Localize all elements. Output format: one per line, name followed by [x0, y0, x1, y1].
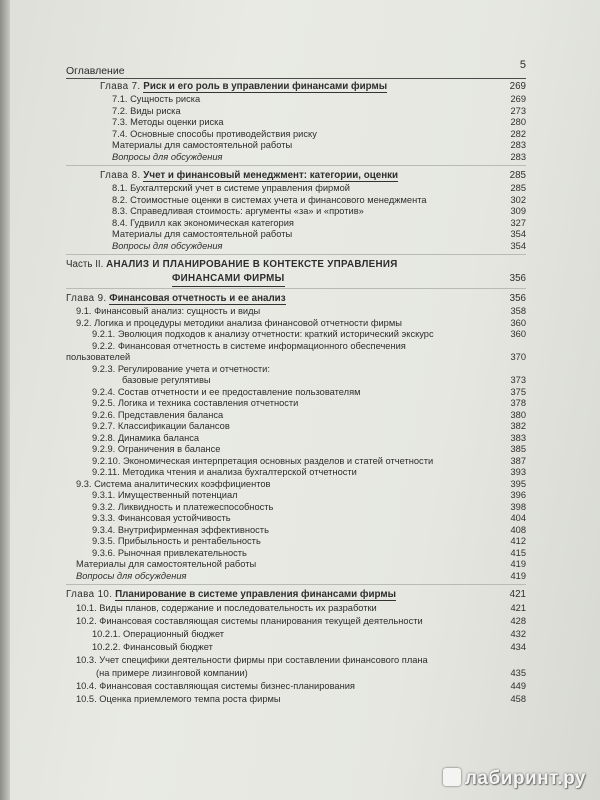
toc-entry-page: 373	[510, 375, 526, 385]
toc-entry-page: 354	[510, 240, 526, 251]
toc-entry	[66, 410, 526, 422]
header-page-number: 5	[519, 59, 526, 71]
toc-entry-page: 419	[510, 559, 526, 569]
toc-entry-text: Материалы для самостоятельной работы	[112, 140, 293, 150]
toc-entry-page: 449	[510, 681, 526, 691]
toc-entry-text: 9.2.3. Регулирование учета и отчетности:	[92, 363, 270, 374]
toc-entry-page: 385	[510, 444, 526, 454]
chapter-10-title: Планирование в системе управления финансами фирмы	[115, 589, 396, 600]
book-spine-shadow	[0, 0, 10, 800]
toc-entry-page: 378	[510, 398, 526, 408]
toc-entry-text: базовые регулятивы	[122, 375, 211, 385]
chapter-7-section	[66, 80, 526, 166]
toc-entry-page: 375	[510, 386, 526, 397]
toc-entry	[66, 444, 526, 456]
toc-entry-text: пользователей	[66, 352, 131, 362]
toc-entry	[66, 364, 526, 376]
toc-entry	[66, 628, 526, 641]
toc-entry-text: 9.2.1. Эволюция подходов к анализу отчетности: краткий исторический экскурс	[92, 329, 434, 339]
chapter-10-heading	[66, 588, 526, 602]
toc-entry-text: Вопросы для обсуждения	[112, 240, 223, 251]
toc-entry-page: 273	[510, 105, 526, 116]
toc-entry	[66, 241, 526, 253]
labirint-logo-icon	[443, 768, 461, 786]
toc-entry	[66, 513, 526, 525]
toc-entry-text: 9.2.2. Финансовая отчетность в системе информационного обеспечения	[92, 340, 406, 351]
toc-entry-page: 415	[510, 547, 526, 558]
toc-entry-text: 8.2. Стоимостные оценки в системах учета и финансового менеджмента	[112, 194, 427, 205]
part-2-heading	[66, 258, 526, 272]
toc-entry-text: 10.2. Финансовая составляющая системы планирования текущей деятельности	[76, 616, 423, 626]
toc-entry	[66, 602, 526, 615]
toc-entry-text: Материалы для самостоятельной работы	[76, 559, 257, 569]
toc-entry-page: 419	[510, 570, 526, 581]
part-2-section	[66, 258, 526, 289]
toc-entry	[66, 536, 526, 548]
toc-entry	[66, 525, 526, 537]
chapter-8-lead: Глава 8.	[100, 170, 141, 181]
toc-entry	[66, 140, 526, 152]
toc-entry-page: 327	[510, 217, 526, 228]
toc-entry-text: 7.2. Виды риска	[112, 105, 181, 116]
toc-entry-page: 412	[510, 536, 526, 546]
toc-entry-page: 302	[510, 194, 526, 205]
toc-entry-text: 9.3.2. Ликвидность и платежеспособность	[92, 501, 274, 512]
toc-entry-text: Материалы для самостоятельной работы	[112, 229, 293, 239]
toc-entry-page: 387	[510, 455, 526, 466]
part-2-heading-line2	[66, 272, 526, 286]
toc-entry	[66, 571, 526, 583]
chapter-9-heading	[66, 292, 526, 306]
toc-entry-page: 370	[510, 352, 526, 362]
toc-entry-text: 9.2.5. Логика и техника составления отчетности	[92, 398, 299, 408]
toc-entry-text: 7.3. Методы оценки риска	[112, 117, 224, 127]
toc-entry	[66, 306, 526, 318]
toc-entry-page: 383	[510, 432, 526, 443]
running-header	[66, 56, 526, 79]
toc-entry	[66, 183, 526, 195]
toc-entry-page: 432	[510, 629, 526, 639]
toc-entry	[66, 129, 526, 141]
toc-entry	[66, 693, 526, 706]
toc-entry	[66, 421, 526, 433]
toc-entry	[66, 456, 526, 468]
toc-entry-text: 10.2.2. Финансовый бюджет	[92, 642, 213, 652]
toc-entry	[66, 559, 526, 571]
toc-entry-page: 283	[510, 151, 526, 162]
toc-entry	[66, 479, 526, 491]
chapter-9-section	[66, 292, 526, 585]
toc-entry	[66, 229, 526, 241]
toc-entry	[66, 117, 526, 129]
toc-entry-text: Вопросы для обсуждения	[112, 151, 223, 162]
toc-entry-page: 421	[510, 603, 526, 613]
toc-entry-text: 9.3.4. Внутрифирменная эффективность	[92, 524, 269, 535]
toc-entry	[66, 387, 526, 399]
toc-entry-text: 9.2.10. Экономическая интерпретация основных разделов и статей отчетности	[92, 455, 434, 466]
toc-entry-text: 9.2.7. Классификации балансов	[92, 421, 230, 431]
toc-entry-page: 280	[510, 117, 526, 127]
toc-entry	[66, 654, 526, 667]
toc-entry	[66, 548, 526, 560]
chapter-9-lead: Глава 9.	[66, 293, 107, 304]
toc-entry	[66, 375, 526, 387]
toc-entry	[66, 94, 526, 106]
chapter-9-title: Финансовая отчетность и ее анализ	[109, 293, 286, 304]
toc-entry-text: 9.3.1. Имущественный потенциал	[92, 490, 238, 500]
toc-entry-page: 285	[510, 183, 526, 193]
chapter-7-page: 269	[509, 81, 526, 92]
toc-entry-text: 10.5. Оценка приемлемого темпа роста фирмы	[76, 694, 281, 704]
chapter-10-page: 421	[509, 589, 526, 600]
toc-entry	[66, 467, 526, 479]
toc-entry-text: 10.1. Виды планов, содержание и последовательность их разработки	[76, 603, 377, 613]
toc-entry-page: 380	[510, 409, 526, 420]
chapter-9-page: 356	[509, 293, 526, 304]
chapter-8-title: Учет и финансовый менеджмент: категории, оценки	[143, 170, 399, 181]
toc-entry-page: 282	[510, 128, 526, 139]
part-2-title-line1: АНАЛИЗ И ПЛАНИРОВАНИЕ В КОНТЕКСТЕ УПРАВЛЕНИЯ	[106, 259, 398, 270]
toc-entry-page: 393	[510, 467, 526, 477]
toc-entry-page: 458	[510, 694, 526, 704]
toc-entry	[66, 218, 526, 230]
toc-entry-page: 358	[510, 306, 526, 316]
chapter-8-heading	[66, 169, 526, 183]
toc-entry-page: 269	[510, 94, 526, 104]
part-2-title-line2: ФИНАНСАМИ ФИРМЫ	[172, 272, 285, 287]
chapter-7-lead: Глава 7.	[100, 81, 141, 92]
toc-entry	[66, 341, 526, 353]
toc-entry-page: 435	[510, 668, 526, 678]
toc-entry-text: 9.2.11. Методика чтения и анализа бухгалтерской отчетности	[92, 467, 357, 477]
toc-entry	[66, 106, 526, 118]
toc-entry-page: 382	[510, 421, 526, 431]
toc-entry-text: 9.2. Логика и процедуры методики анализа финансовой отчетности фирмы	[76, 317, 402, 328]
toc-entry-text: 8.3. Справедливая стоимость: аргументы «за» и «против»	[112, 206, 364, 216]
toc-entry-text: 7.1. Сущность риска	[112, 94, 201, 104]
toc-entry	[66, 318, 526, 330]
chapter-8-section	[66, 169, 526, 255]
toc-entry-text: 10.2.1. Операционный бюджет	[92, 629, 225, 639]
part-2-page: 356	[509, 273, 526, 284]
toc-entry-page: 309	[510, 206, 526, 216]
chapter-10-section	[66, 588, 526, 708]
toc-entry-text: 10.3. Учет специфики деятельности фирмы при составлении финансового плана	[76, 655, 428, 665]
toc-entry-text: Вопросы для обсуждения	[76, 570, 187, 581]
toc-entry-text: 9.2.6. Представления баланса	[92, 409, 224, 420]
toc-entry-text: 9.3. Система аналитических коэффициентов	[76, 478, 271, 489]
toc-entry-text: 8.4. Гудвилл как экономическая категория	[112, 217, 294, 228]
part-2-lead: Часть II.	[66, 259, 104, 270]
toc-entry-page: 398	[510, 501, 526, 512]
toc-entry	[66, 206, 526, 218]
toc-entry	[66, 352, 526, 364]
toc-entry-text: 10.4. Финансовая составляющая системы бизнес-планирования	[76, 681, 355, 691]
toc-entry	[66, 615, 526, 628]
toc-entry-text: 9.2.8. Динамика баланса	[92, 432, 200, 443]
chapter-7-title: Риск и его роль в управлении финансами фирмы	[143, 81, 388, 92]
toc-entry	[66, 433, 526, 445]
toc-entry-page: 360	[510, 317, 526, 328]
chapter-8-page: 285	[509, 170, 526, 181]
header-title: Оглавление	[66, 65, 125, 77]
chapter-7-heading	[66, 80, 526, 94]
toc-entry	[66, 398, 526, 410]
toc-entry	[66, 152, 526, 164]
toc-entry	[66, 329, 526, 341]
toc-entry-page: 360	[510, 329, 526, 339]
toc-entry-page: 408	[510, 524, 526, 535]
toc-entry-text: 9.3.6. Рыночная привлекательность	[92, 547, 247, 558]
toc-entry-text: 9.1. Финансовый анализ: сущность и виды	[76, 306, 261, 316]
labirint-watermark	[443, 768, 586, 790]
toc-entry	[66, 680, 526, 693]
toc-entry	[66, 490, 526, 502]
chapter-10-lead: Глава 10.	[66, 589, 113, 600]
toc-entry	[66, 502, 526, 514]
toc-entry-text: 9.2.4. Состав отчетности и ее предоставление пользователям	[92, 386, 361, 397]
toc-entry-text: 9.3.5. Прибыльность и рентабельность	[92, 536, 261, 546]
toc-entry-page: 434	[510, 642, 526, 652]
toc-entry-page: 354	[510, 229, 526, 239]
toc-entry-text: 7.4. Основные способы противодействия риску	[112, 128, 317, 139]
toc-entry-page: 428	[510, 616, 526, 626]
toc-entry-text: (на примере лизинговой компании)	[96, 668, 248, 678]
toc-entry	[66, 641, 526, 654]
toc-entry-page: 283	[510, 140, 526, 150]
toc-entry-page: 395	[510, 478, 526, 489]
toc-entry-text: 9.2.9. Ограничения в балансе	[92, 444, 221, 454]
watermark-text: лабиринт.ру	[464, 768, 586, 789]
table-of-contents	[66, 80, 526, 711]
toc-entry-text: 8.1. Бухгалтерский учет в системе управления фирмой	[112, 183, 350, 193]
toc-entry	[66, 195, 526, 207]
toc-entry-text: 9.3.3. Финансовая устойчивость	[92, 513, 231, 523]
toc-entry-page: 404	[510, 513, 526, 523]
toc-entry-page: 396	[510, 490, 526, 500]
toc-entry	[66, 667, 526, 680]
